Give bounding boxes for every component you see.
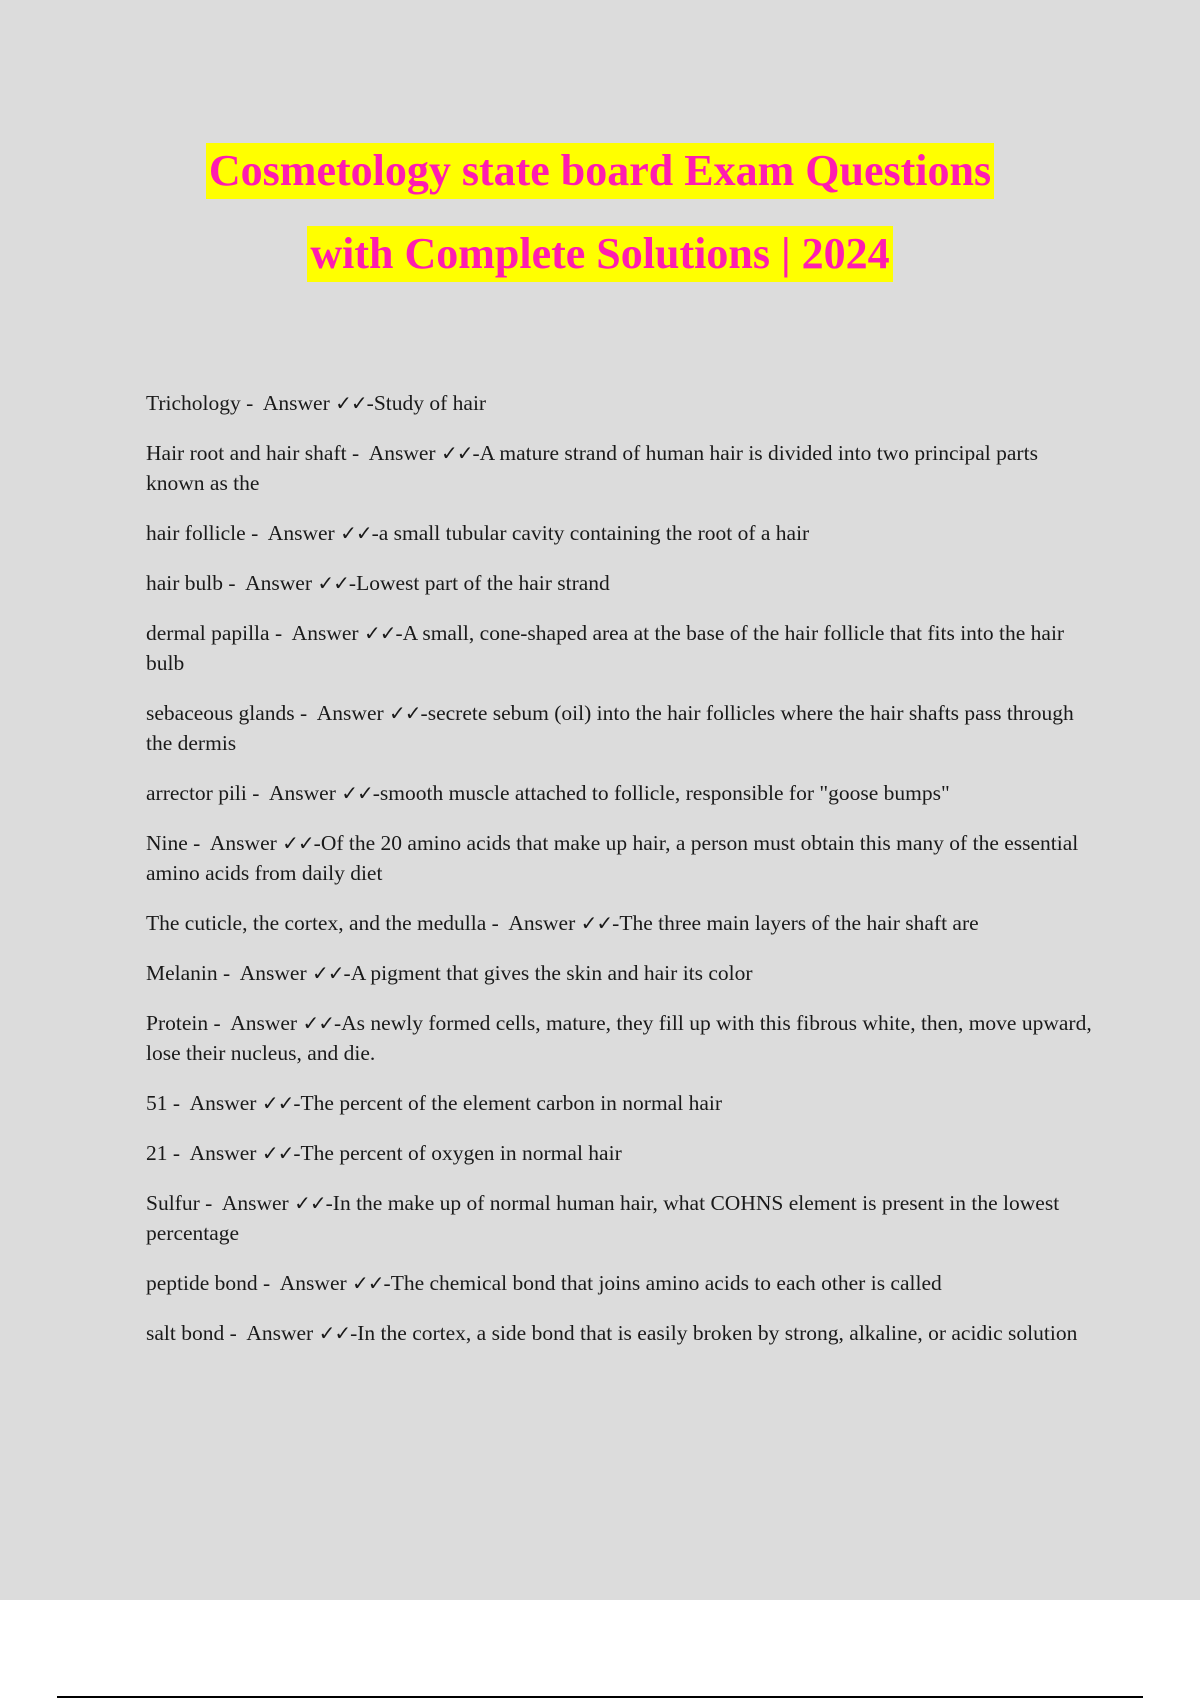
qa-term: Hair root and hair shaft <box>146 441 347 465</box>
qa-definition: -Lowest part of the hair strand <box>348 571 610 595</box>
question-answer-list <box>146 388 1096 1368</box>
qa-definition: -The percent of oxygen in normal hair <box>293 1141 622 1165</box>
qa-item <box>146 778 1096 808</box>
qa-term: salt bond <box>146 1321 225 1345</box>
answer-prefix: - Answer <box>246 781 342 805</box>
answer-prefix: - Answer <box>346 441 441 465</box>
double-check-icon: ✓✓ <box>302 1011 334 1035</box>
answer-prefix: - Answer <box>294 701 390 725</box>
qa-term: hair follicle <box>146 521 246 545</box>
qa-definition: -secrete sebum (oil) into the hair follicles where the hair shafts pass through the dermis <box>146 701 1080 755</box>
title-line-2: with Complete Solutions | 2024 <box>307 226 892 282</box>
double-check-icon: ✓✓ <box>580 911 613 935</box>
qa-item <box>146 958 1096 988</box>
answer-prefix: - Answer <box>223 571 318 595</box>
answer-prefix: - Answer <box>245 521 341 545</box>
qa-definition: -A pigment that gives the skin and hair its color <box>343 961 753 985</box>
double-check-icon: ✓✓ <box>341 781 373 805</box>
double-check-icon: ✓✓ <box>389 701 421 725</box>
double-check-icon: ✓✓ <box>363 621 396 645</box>
qa-definition: -The percent of the element carbon in normal hair <box>293 1091 722 1115</box>
qa-term: dermal papilla <box>146 621 270 645</box>
qa-item <box>146 1318 1096 1348</box>
qa-term: Nine <box>146 831 188 855</box>
qa-definition: -Study of hair <box>366 391 487 415</box>
qa-definition: -A small, cone-shaped area at the base of the hair follicle that fits into the hair bulb <box>146 621 1070 675</box>
qa-term: The cuticle, the cortex, and the medulla <box>146 911 487 935</box>
qa-definition: -smooth muscle attached to follicle, responsible for "goose bumps" <box>372 781 950 805</box>
qa-term: arrector pili <box>146 781 247 805</box>
qa-definition: -As newly formed cells, mature, they fill up with this fibrous white, then, move upward, lose their nucleus, and die. <box>146 1011 1098 1065</box>
qa-item <box>146 698 1096 758</box>
answer-prefix: - Answer <box>269 621 364 645</box>
double-check-icon: ✓✓ <box>282 831 314 855</box>
qa-definition: -A mature strand of human hair is divided into two principal parts known as the <box>146 441 1044 495</box>
qa-definition: -In the cortex, a side bond that is easily broken by strong, alkaline, or acidic solution <box>350 1321 1078 1345</box>
answer-prefix: - Answer <box>240 391 336 415</box>
qa-definition: -The three main layers of the hair shaft are <box>612 911 979 935</box>
qa-term: Protein <box>146 1011 209 1035</box>
answer-prefix: - Answer <box>486 911 581 935</box>
double-check-icon: ✓✓ <box>317 571 349 595</box>
qa-item <box>146 518 1096 548</box>
qa-term: 51 <box>146 1091 168 1115</box>
qa-item <box>146 438 1096 498</box>
qa-item <box>146 568 1096 598</box>
qa-item <box>146 908 1096 938</box>
qa-term: peptide bond <box>146 1271 258 1295</box>
qa-definition: -Of the 20 amino acids that make up hair, a person must obtain this many of the essential amino acids from daily diet <box>146 831 1084 885</box>
qa-term: sebaceous glands <box>146 701 295 725</box>
qa-term: hair bulb <box>146 571 224 595</box>
double-check-icon: ✓✓ <box>261 1141 294 1165</box>
qa-item <box>146 1268 1096 1298</box>
double-check-icon: ✓✓ <box>294 1191 326 1215</box>
qa-item <box>146 828 1096 888</box>
answer-prefix: - Answer <box>257 1271 353 1295</box>
answer-prefix: - Answer <box>199 1191 295 1215</box>
qa-item <box>146 1138 1096 1168</box>
qa-item <box>146 388 1096 418</box>
answer-prefix: - Answer <box>224 1321 319 1345</box>
double-check-icon: ✓✓ <box>440 441 473 465</box>
double-check-icon: ✓✓ <box>352 1271 384 1295</box>
document-title <box>0 143 1200 282</box>
qa-definition: -In the make up of normal human hair, what COHNS element is present in the lowest percentage <box>146 1191 1065 1245</box>
qa-item <box>146 1088 1096 1118</box>
answer-prefix: - Answer <box>167 1141 262 1165</box>
qa-term: 21 <box>146 1141 168 1165</box>
double-check-icon: ✓✓ <box>261 1091 294 1115</box>
double-check-icon: ✓✓ <box>335 391 367 415</box>
answer-prefix: - Answer <box>167 1091 262 1115</box>
answer-prefix: - Answer <box>187 831 283 855</box>
qa-term: Sulfur <box>146 1191 200 1215</box>
title-line-1: Cosmetology state board Exam Questions <box>206 143 994 199</box>
double-check-icon: ✓✓ <box>340 521 372 545</box>
qa-definition: -a small tubular cavity containing the root of a hair <box>371 521 810 545</box>
double-check-icon: ✓✓ <box>318 1321 351 1345</box>
answer-prefix: - Answer <box>217 961 313 985</box>
page-separator-line <box>57 1696 1143 1698</box>
qa-definition: -The chemical bond that joins amino acids to each other is called <box>383 1271 942 1295</box>
qa-item <box>146 1008 1096 1068</box>
qa-term: Trichology <box>146 391 241 415</box>
double-check-icon: ✓✓ <box>312 961 344 985</box>
answer-prefix: - Answer <box>208 1011 303 1035</box>
qa-term: Melanin <box>146 961 218 985</box>
qa-item <box>146 618 1096 678</box>
qa-item <box>146 1188 1096 1248</box>
